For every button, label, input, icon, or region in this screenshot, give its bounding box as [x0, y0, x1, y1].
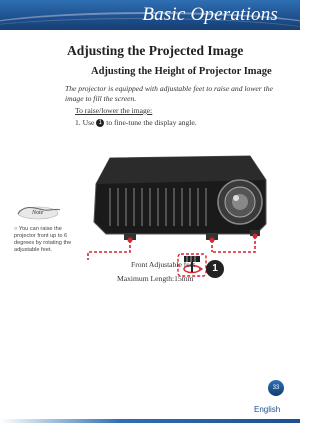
step-1-badge: 1 [96, 119, 104, 127]
projector-illustration [80, 138, 278, 278]
page-header-title: Basic Operations [142, 4, 278, 25]
step-1 [75, 118, 197, 127]
section-subtitle: Adjusting the Height of Projector Image [91, 66, 272, 77]
note-bullet: ○ [14, 226, 19, 232]
note-text [14, 226, 76, 254]
figure-caption-feet: Front Adjustable feet [131, 260, 196, 269]
note-icon [14, 200, 64, 222]
svg-text:Note: Note [32, 210, 44, 216]
page-number: 33 [268, 380, 284, 396]
footer-rule [0, 419, 300, 423]
header-banner [0, 0, 300, 30]
intro-paragraph: The projector is equipped with adjustable feet to raise and lower the image to fill the screen. [65, 84, 273, 103]
procedure-subheading: To raise/lower the image: [75, 106, 153, 115]
note-body: You can raise the projector front up to 6 degrees by rotating the adjustable feet. [14, 226, 72, 253]
language-label: English [254, 405, 281, 414]
section-title: Adjusting the Projected Image [67, 43, 244, 58]
step-1-prefix: 1. Use [75, 118, 95, 127]
figure-caption-length: Maximum Length:15mm [117, 274, 194, 283]
figure-callout: 1 [206, 260, 224, 278]
step-1-suffix: to fine-tune the display angle. [106, 118, 197, 127]
